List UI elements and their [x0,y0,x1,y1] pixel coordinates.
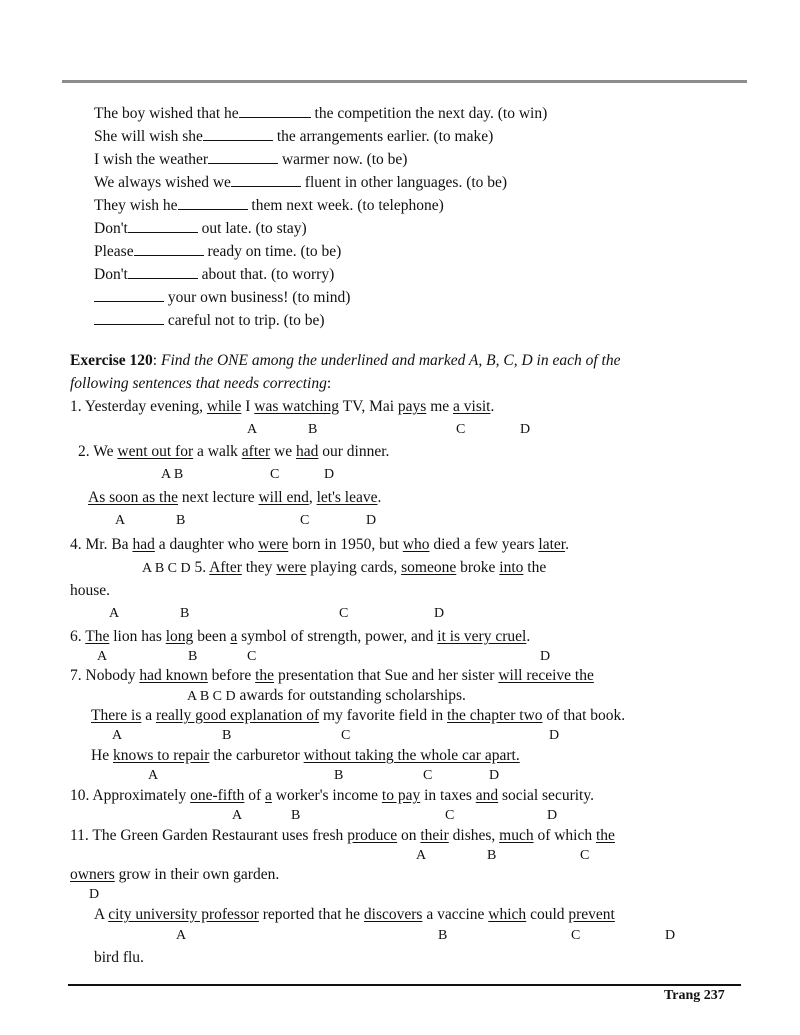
question-12: A city university professor reported that he discovers a vaccine which could prevent [94,906,615,923]
question-3: As soon as the next lecture will end, let's leave. [88,489,382,506]
option-letter: D [434,606,445,621]
question-12-continued: bird flu. [94,949,144,966]
option-letter: A [416,848,427,863]
fill-item: We always wished we fluent in other languages. (to be) [94,174,508,191]
option-letter: C [339,606,349,621]
option-letter: C [247,649,257,664]
question-11: 11. The Green Garden Restaurant uses fresh produce on their dishes, much of which the [70,827,615,844]
fill-item: Please ready on time. (to be) [94,243,342,260]
question-8: There is a really good explanation of my favorite field in the chapter two of that book. [91,707,626,724]
option-letter: D [366,513,377,528]
option-letters: A B [161,467,184,482]
answer-blank [128,219,198,233]
fill-item: The boy wished that he the competition the next day. (to win) [94,105,548,122]
option-letter: D [489,768,500,783]
option-letter: C [270,467,280,482]
option-letter: D [540,649,551,664]
fill-item: They wish he them next week. (to telephone) [94,197,444,214]
option-letter: C [423,768,433,783]
answer-blank [231,173,301,187]
option-letter: B [188,649,198,664]
answer-blank [94,311,164,325]
fill-item: careful not to trip. (to be) [94,311,325,331]
option-letter: A [247,422,258,437]
question-7-continued: A B C D awards for outstanding scholarships. [187,687,466,704]
option-letter: B [438,928,448,943]
option-letter: C [300,513,310,528]
option-letter: D [520,422,531,437]
answer-blank [128,265,198,279]
option-letter: B [176,513,186,528]
answer-blank [134,242,204,256]
answer-blank [178,196,248,210]
option-letter: A [176,928,187,943]
option-letter: B [308,422,318,437]
exercise-instruction: following sentences that needs correcting: [70,375,332,392]
option-letter: A [97,649,108,664]
option-letter: C [341,728,351,743]
question-6: 6. The lion has long been a symbol of strength, power, and it is very cruel. [70,628,531,645]
question-10: 10. Approximately one-fifth of a worker's income to pay in taxes and social security. [70,787,594,804]
option-letter: A [112,728,123,743]
option-letter: A [109,606,120,621]
option-letter: D [547,808,558,823]
exercise-heading: Exercise 120: Find the ONE among the underlined and marked A, B, C, D in each of the [70,352,621,369]
fill-item: Don't out late. (to stay) [94,220,307,237]
option-letter: C [571,928,581,943]
question-4: 4. Mr. Ba had a daughter who were born in 1950, but who died a few years later. [70,536,569,553]
option-letters: A B C D [142,561,191,576]
question-1: 1. Yesterday evening, while I was watching TV, Mai pays me a visit. [70,398,495,415]
option-letter: D [665,928,676,943]
question-7: 7. Nobody had known before the presentation that Sue and her sister will receive the [70,667,594,684]
question-11-continued: owners grow in their own garden. [70,866,280,883]
page-number: Trang 237 [664,988,725,1003]
fill-item: I wish the weather warmer now. (to be) [94,151,408,168]
option-letter: B [334,768,344,783]
option-letter: B [222,728,232,743]
option-letter: A [115,513,126,528]
fill-item: Don't about that. (to worry) [94,266,335,283]
fill-item: She will wish she the arrangements earlier. (to make) [94,128,494,145]
option-letter: D [89,887,100,902]
option-letter: A [148,768,159,783]
question-5: A B C D 5. After they were playing cards, someone broke into the [142,559,547,576]
question-9: He knows to repair the carburetor without taking the whole car apart. [91,747,520,764]
option-letter: C [580,848,590,863]
option-letter: C [445,808,455,823]
exercise-title: Exercise 120 [70,352,153,369]
answer-blank [203,127,273,141]
option-letter: B [291,808,301,823]
question-2: 2. We went out for a walk after we had our dinner. [78,443,390,460]
option-letter: B [180,606,190,621]
option-letter: D [324,467,335,482]
option-letter: B [487,848,497,863]
header-rule [62,80,747,83]
answer-blank [94,288,164,302]
option-letter: C [456,422,466,437]
fill-item: your own business! (to mind) [94,288,350,308]
answer-blank [239,104,311,118]
option-letter: A [232,808,243,823]
option-letters: A B C D [187,689,236,704]
footer-rule [68,984,741,986]
option-letter: D [549,728,560,743]
answer-blank [208,150,278,164]
question-5-continued: house. [70,582,111,599]
